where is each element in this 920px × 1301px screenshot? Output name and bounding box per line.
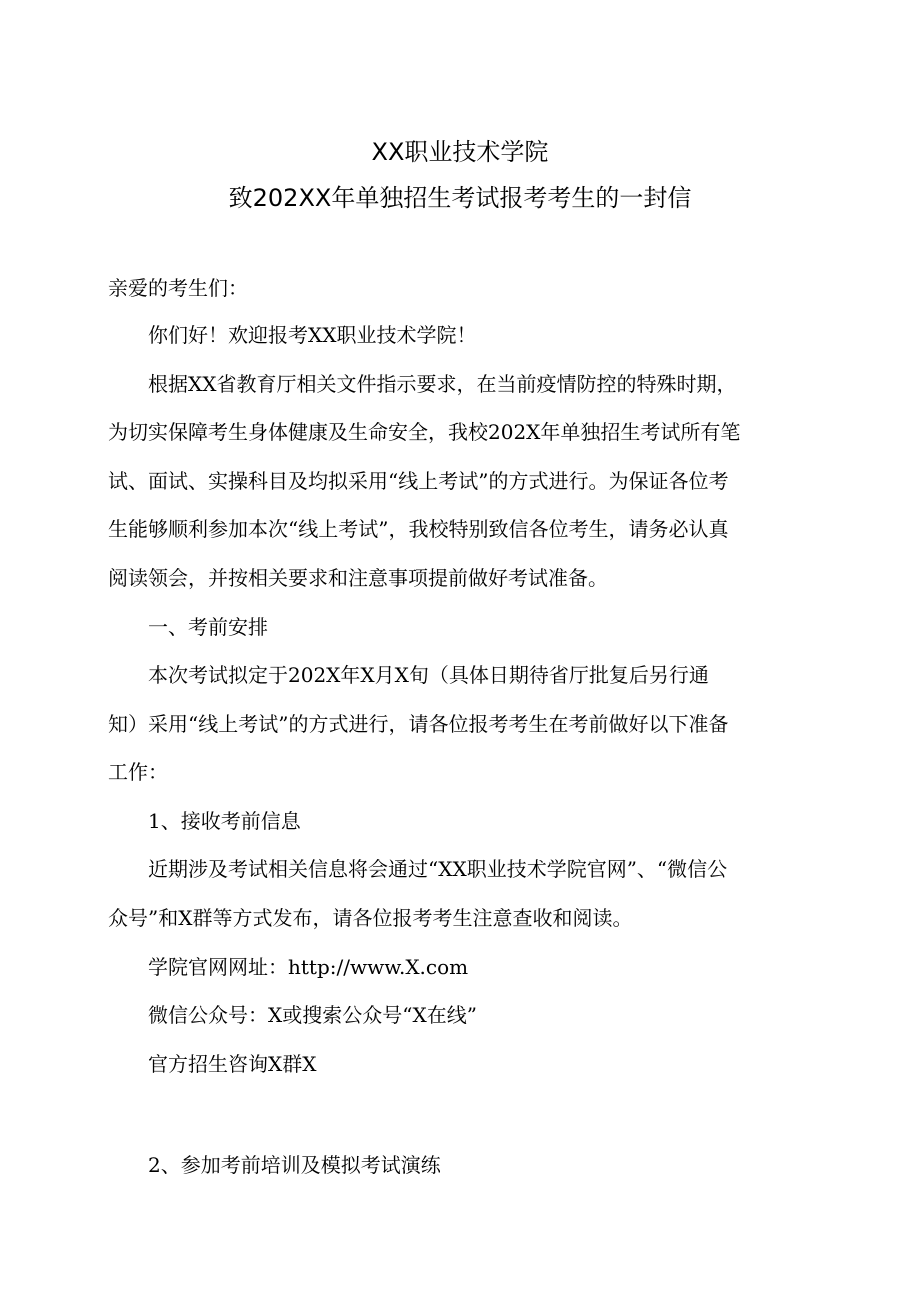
item2-heading: 2、参加考前培训及模拟考试演练 <box>148 1153 441 1177</box>
section1-heading: 一、考前安排 <box>148 615 268 639</box>
group-line: 官方招生咨询X群X <box>148 1052 317 1076</box>
intro-line-2: 为切实保障考生身体健康及生命安全，我校202X年单独招生考试所有笔 <box>108 420 741 444</box>
item1-line-1: 近期涉及考试相关信息将会通过“XX职业技术学院官网”、“微信公 <box>148 857 728 881</box>
document-title-school: XX职业技术学院 <box>371 138 549 166</box>
intro-line-3: 试、面试、实操科目及均拟采用“线上考试”的方式进行。为保证各位考 <box>108 469 729 493</box>
intro-line-5: 阅读领会，并按相关要求和注意事项提前做好考试准备。 <box>108 566 608 590</box>
section1-line-1: 本次考试拟定于202X年X月X旬（具体日期待省厅批复后另行通 <box>148 663 709 687</box>
salutation: 亲爱的考生们： <box>108 276 248 300</box>
intro-line-1: 根据XX省教育厅相关文件指示要求，在当前疫情防控的特殊时期， <box>148 372 737 396</box>
website-line: 学院官网网址：http://www.X.com <box>148 955 469 979</box>
section1-line-2: 知）采用“线上考试”的方式进行，请各位报考考生在考前做好以下准备 <box>108 712 729 736</box>
greeting: 你们好！欢迎报考XX职业技术学院！ <box>148 323 477 347</box>
intro-line-4: 生能够顺利参加本次“线上考试”，我校特别致信各位考生，请务必认真 <box>108 517 729 541</box>
section1-line-3: 工作： <box>108 760 168 784</box>
item1-line-2: 众号”和X群等方式发布，请各位报考考生注意查收和阅读。 <box>108 906 633 930</box>
item1-heading: 1、接收考前信息 <box>148 809 301 833</box>
wechat-line: 微信公众号：X或搜索公众号“X在线” <box>148 1003 477 1027</box>
document-title-letter: 致202XX年单独招生考试报考考生的一封信 <box>228 184 692 212</box>
